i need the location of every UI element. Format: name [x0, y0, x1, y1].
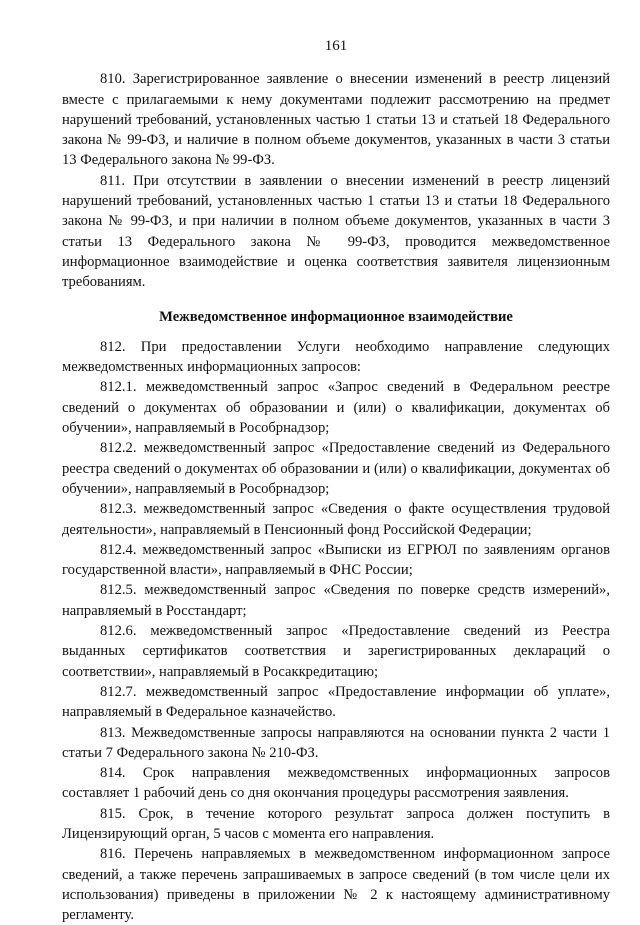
paragraph-812-2: 812.2. межведомственный запрос «Предоставление сведений из Федерального реестра сведений о документах об образовании и (или) о квалификации, документах об обучении», направляемый в Рособрнадзор; — [62, 440, 610, 497]
paragraph-812-4: 812.4. межведомственный запрос «Выписки из ЕГРЮЛ по заявлениям органов государственной власти», направляемый в ФНС России; — [62, 541, 610, 579]
paragraph-812-1: 812.1. межведомственный запрос «Запрос сведений в Федеральном реестре сведений о документах об образовании и (или) о квалификации, документах об обучении», направляемый в Рособрнадзор; — [62, 379, 610, 437]
paragraph-812-7: 812.7. межведомственный запрос «Предоставление информации об уплате», направляемый в Федеральное казначейство. — [62, 683, 610, 721]
paragraph-811: 811. При отсутствии в заявлении о внесении изменений в реестр лицензий нарушений требований, установленных частью 1 статьи 13 и статьи 18 Федерального закона № 99-ФЗ, и при наличии в полном объеме документов, указанных в части 3 статьи 13 Федерального закона № 99-ФЗ, проводится межведомственное информационное взаимодействие и оценка соответствия заявителя лицензионным требованиям. — [62, 172, 610, 291]
paragraph-816: 816. Перечень направляемых в межведомственном информационном запросе сведений, а также перечень запрашиваемых в запросе сведений (в том числе цели их использования) приведены в приложении № 2 к настоящему административному регламенту. — [62, 846, 610, 924]
paragraph-812: 812. При предоставлении Услуги необходимо направление следующих межведомственных информационных запросов: — [62, 338, 610, 376]
paragraph-813: 813. Межведомственные запросы направляются на основании пункта 2 части 1 статьи 7 Федерального закона № 210-ФЗ. — [62, 724, 610, 761]
document-page — [62, 36, 610, 925]
paragraph-814: 814. Срок направления межведомственных информационных запросов составляет 1 рабочий день со дня окончания процедуры рассмотрения заявления. — [62, 765, 610, 802]
paragraph-812-3: 812.3. межведомственный запрос «Сведения о факте осуществления трудовой деятельности», направляемый в Пенсионный фонд Российской Федерации; — [62, 501, 610, 538]
section-heading: Межведомственное информационное взаимодействие — [159, 308, 513, 325]
page-number: 161 — [324, 38, 348, 54]
paragraph-810: 810. Зарегистрированное заявление о внесении изменений в реестр лицензий вместе с прилагаемыми к нему документами подлежит рассмотрению на предмет нарушений требований, установленных частью 1 статьи 13 и статьей 18 Федерального закона № 99-ФЗ, и наличие в полном объеме документов, указанных в части 3 статьи 13 Федерального закона № 99-ФЗ. — [62, 71, 610, 169]
paragraph-812-6: 812.6. межведомственный запрос «Предоставление сведений из Реестра выданных сертификатов соответствия и зарегистрированных деклараций о соответствии», направляемый в Росаккредитацию; — [62, 623, 610, 680]
paragraph-815: 815. Срок, в течение которого результат запроса должен поступить в Лицензирующий орган, 5 часов с момента его направления. — [62, 805, 610, 842]
paragraph-812-5: 812.5. межведомственный запрос «Сведения по поверке средств измерений», направляемый в Росстандарт; — [62, 582, 610, 619]
